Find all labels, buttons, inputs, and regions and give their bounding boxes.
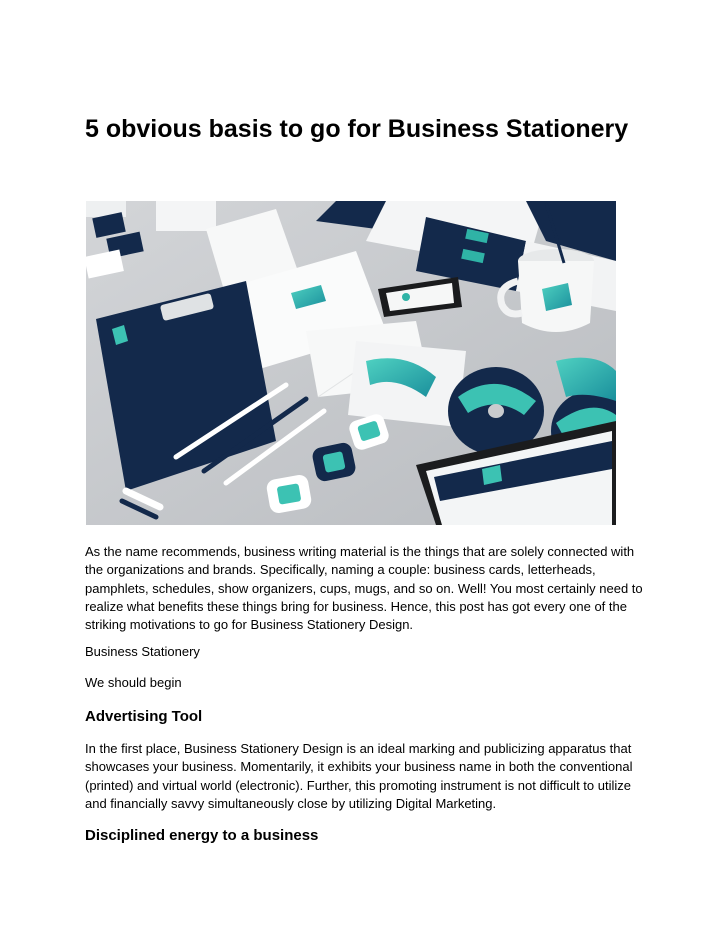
heading-advertising-tool: Advertising Tool <box>85 708 203 725</box>
advertising-paragraph: In the first place, Business Stationery Design is an ideal marking and publicizing apparatus that showcases your business. Momentarily, it exhibits your business name in both the conventional (printed) and virtual world (electronic). Further, this promoting instrument is not difficult to utilize and financially savvy simultaneously close by utilizing Digital Marketing. <box>85 741 633 811</box>
intro-paragraph: As the name recommends, business writing material is the things that are solely connected with the organizations and brands. Specifically, naming a couple: business cards, letterheads, pamphlets, schedules, show organizers, cups, mugs, and so on. Well! You most certainly need to realize what benefits these things bring for business. Hence, this post has got every one of the striking motivations to go for Business Stationery Design. <box>85 544 643 633</box>
hero-image <box>86 201 616 525</box>
begin-text: We should begin <box>85 675 182 690</box>
page-title: 5 obvious basis to go for Business Stationery <box>85 115 629 143</box>
heading-disciplined-energy: Disciplined energy to a business <box>85 827 319 844</box>
stationery-mockup-illustration <box>86 201 616 525</box>
business-stationery-text: Business Stationery <box>85 644 200 659</box>
